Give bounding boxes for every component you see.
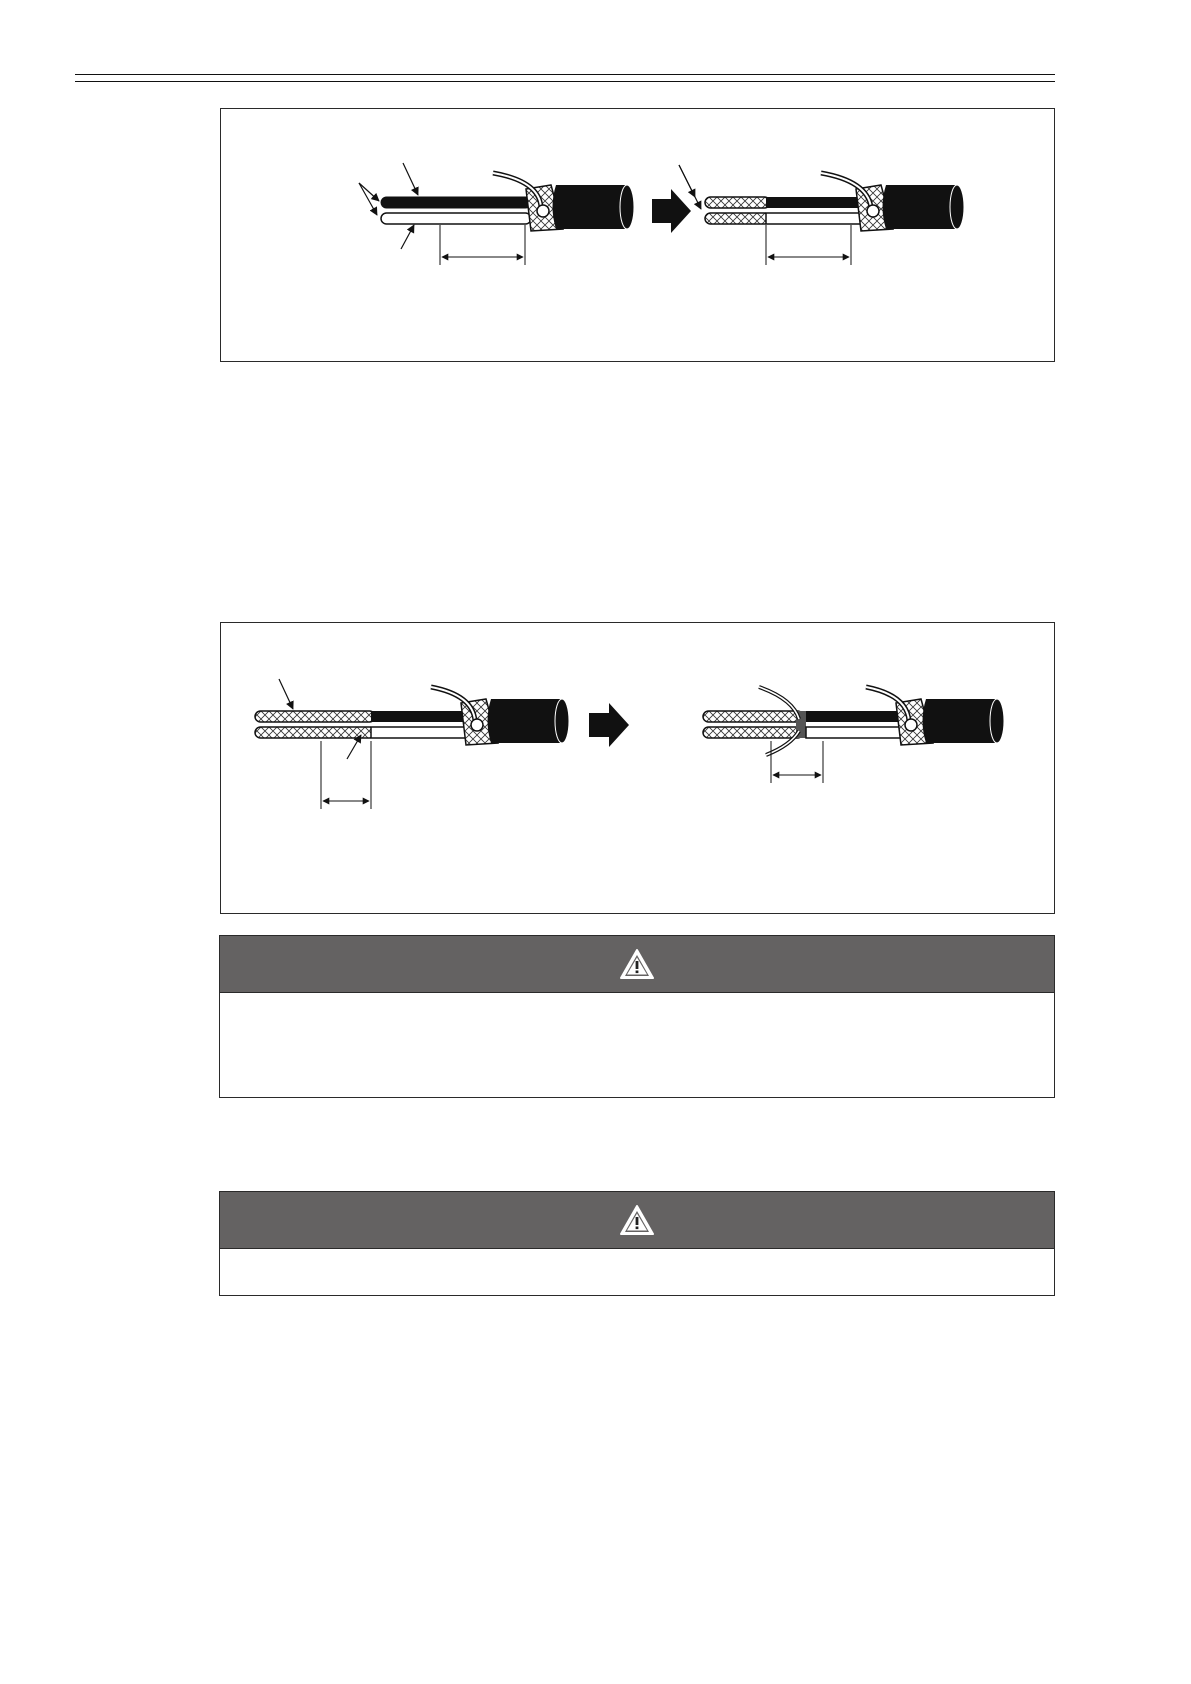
warning-box-1 [219, 935, 1055, 1098]
warning-text [220, 993, 1054, 1013]
cable-before [359, 163, 634, 265]
warning-header [220, 1192, 1054, 1249]
step-arrow-icon [652, 189, 691, 233]
warning-triangle-icon [619, 948, 655, 980]
warning-header [220, 936, 1054, 993]
figure-cable-stripping [220, 108, 1055, 362]
figure-shield-connection [220, 622, 1055, 914]
warning-triangle-icon [619, 1204, 655, 1236]
header-rule-bottom [75, 81, 1055, 82]
cable-stripping-diagram [221, 109, 1056, 363]
shield-connection-diagram [221, 623, 1056, 915]
step-arrow-icon [589, 703, 629, 747]
warning-text [220, 1249, 1054, 1269]
header-rule-top [75, 74, 1055, 75]
warning-box-2 [219, 1191, 1055, 1296]
cable-shield-before [255, 679, 569, 809]
cable-shield-after [703, 687, 1004, 783]
cable-after [679, 165, 964, 265]
